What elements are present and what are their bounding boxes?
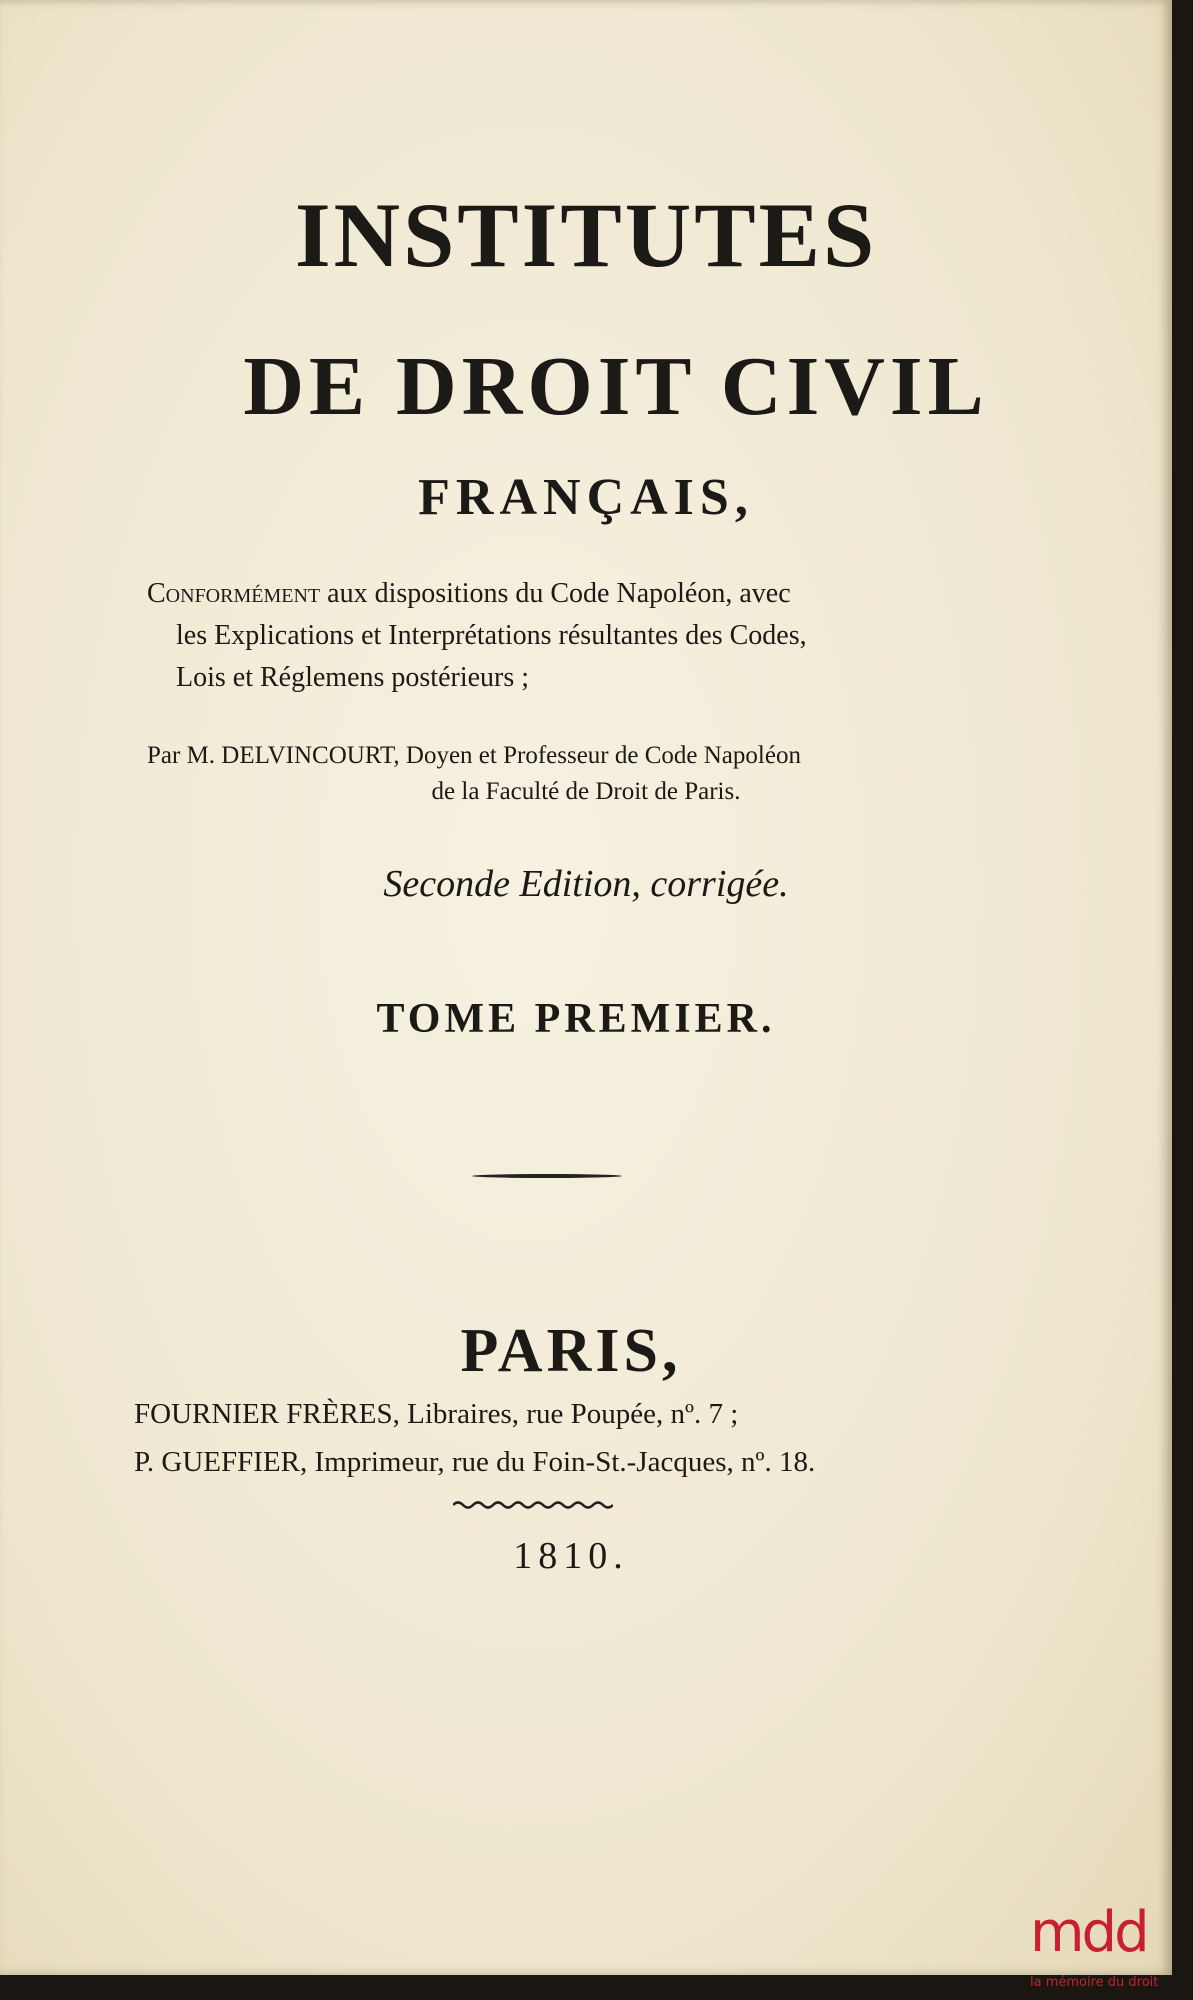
subtitle-line-3: Lois et Réglemens postérieurs ; [176,662,530,693]
divider-rule [472,1174,622,1178]
author-line-2: de la Faculté de Droit de Paris. [431,778,741,805]
volume: TOME PREMIER. [376,996,776,1042]
title-line-1: INSTITUTES [294,184,878,286]
subtitle-lead: Conformément [147,578,321,609]
publisher-line-1: FOURNIER FRÈRES, Libraires, rue Poupée, nº. 7 ; [134,1398,739,1430]
author-line-1: Par M. DELVINCOURT, Doyen et Professeur de Code Napoléon [147,742,801,769]
subtitle-line-2: les Explications et Interprétations résultantes des Codes, [176,620,807,651]
imprint-year: 1810. [513,1535,629,1577]
edition: Seconde Edition, corrigée. [383,863,789,905]
logo-tagline: la mémoire du droit [1030,1975,1159,1990]
title-line-3: FRANÇAIS, [418,469,754,526]
wavy-divider [453,1500,613,1510]
publisher-line-2: P. GUEFFIER, Imprimeur, rue du Foin-St.-Jacques, nº. 18. [134,1446,816,1478]
subtitle-line-1-rest: aux dispositions du Code Napoléon, avec [320,578,791,609]
imprint-city: PARIS, [460,1317,682,1385]
title-line-2: DE DROIT CIVIL [243,340,989,433]
mdd-watermark-logo [1030,1900,1190,1995]
subtitle-line-1 [147,578,791,610]
logo-mark: mdd [1030,1900,1147,1965]
